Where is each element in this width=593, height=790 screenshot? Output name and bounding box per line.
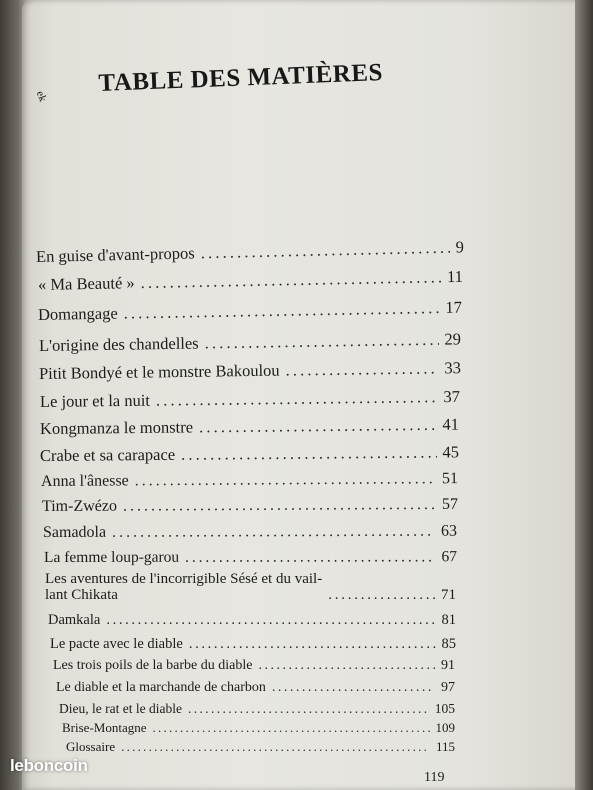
toc-entry-page: 9 xyxy=(455,237,465,257)
book-page xyxy=(22,0,578,790)
toc-entry-label: Tim-Zwézo xyxy=(41,497,118,515)
page-right-edge xyxy=(575,0,593,790)
toc-entry-label: Les trois poils de la barbe du diable xyxy=(53,658,253,673)
toc-entry-page: 51 xyxy=(441,470,459,488)
toc-entry-label: La femme loup-garou xyxy=(43,548,180,566)
toc-entry-page: 17 xyxy=(445,297,463,317)
toc-entry-page: 45 xyxy=(442,442,460,462)
margin-marks: ek xyxy=(33,89,49,104)
page-number: 119 xyxy=(424,770,445,785)
toc-entry-page: 71 xyxy=(441,586,456,603)
toc-entry-page: 57 xyxy=(441,495,459,513)
toc-entry-page: 115 xyxy=(435,739,455,754)
toc-entry-page: 97 xyxy=(441,680,455,695)
toc-entry-page: 29 xyxy=(444,329,462,349)
toc-entry-label: Crabe et sa carapace xyxy=(39,444,176,465)
toc-entry-label: L'origine des chandelles xyxy=(38,333,199,355)
toc-entry-page: 11 xyxy=(446,266,464,287)
toc-entry-label: Anna l'ânesse xyxy=(40,472,129,490)
toc-entry-label: En guise d'avant-propos xyxy=(35,243,195,266)
page-title: TABLE DES MATIÈRES xyxy=(98,59,384,97)
toc-entry-label: Le jour et la nuit xyxy=(39,390,151,411)
toc-entry-page: 33 xyxy=(444,358,462,378)
toc-entry-page: 67 xyxy=(441,548,458,566)
toc-entry-label: Le diable et la marchande de charbon xyxy=(56,680,266,695)
toc-entry-label: Domangage xyxy=(37,303,118,324)
toc-entry-page: 105 xyxy=(434,701,455,716)
toc-entry-page: 109 xyxy=(435,720,455,735)
toc-entry-label: Samadola xyxy=(42,523,107,541)
toc-entry-page: 41 xyxy=(442,414,460,434)
toc-entry-label: Dieu, le rat et le diable xyxy=(59,701,182,716)
toc-entry-page: 63 xyxy=(440,522,458,540)
toc-entry-label: « Ma Beauté » xyxy=(37,273,135,294)
toc-entry-label: Brise-Montagne xyxy=(62,720,147,735)
toc-entry-page: 37 xyxy=(443,386,461,407)
toc-entry-label: Damkala xyxy=(48,612,101,628)
toc-entry-label-line2: lant Chikata xyxy=(45,586,118,603)
toc-entry-label: Kongmanza le monstre xyxy=(39,417,194,438)
toc-entry-page: 85 xyxy=(441,636,456,652)
toc-entry-label: Glossaire xyxy=(66,739,116,754)
toc-entry-page: 91 xyxy=(441,658,455,673)
toc-entry-label: Pitit Bondyé et le monstre Bakoulou xyxy=(38,360,280,383)
watermark-logo: leboncoin xyxy=(10,756,88,775)
toc-entry-page: 81 xyxy=(441,612,456,628)
toc-entry-label-line1: Les aventures de l'incorrigible Sésé et du vail- xyxy=(45,571,323,587)
toc-entry-label: Le pacte avec le diable xyxy=(50,636,183,652)
